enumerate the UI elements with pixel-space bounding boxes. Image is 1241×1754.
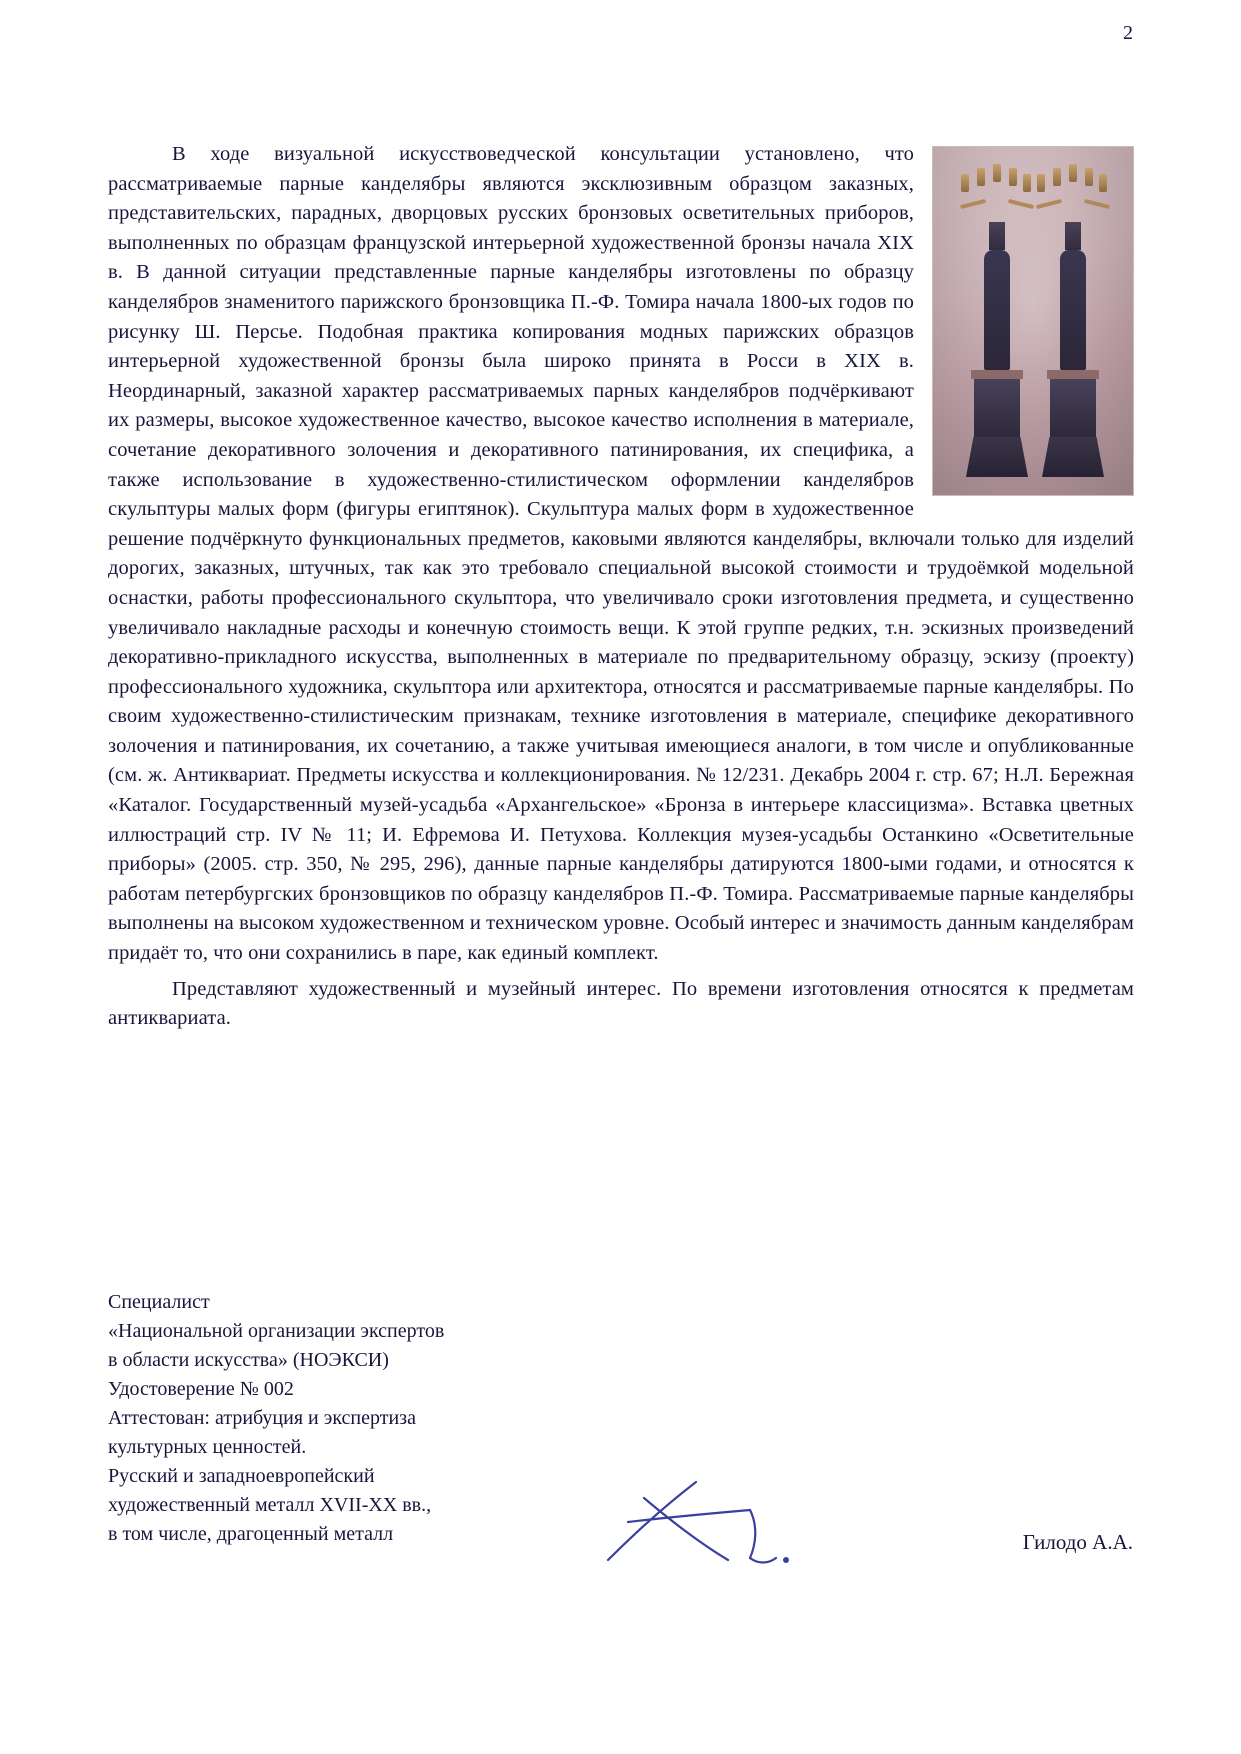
candelabrum-arms-right: [1038, 196, 1108, 222]
credential-line: в области искусства» (НОЭКСИ): [108, 1349, 389, 1371]
signer-name: Гилодо А.А.: [1022, 1530, 1133, 1554]
credential-line: Специалист: [108, 1291, 210, 1313]
base-left: [966, 437, 1028, 477]
credential-line: в том числе, драгоценный металл: [108, 1523, 394, 1545]
base-right: [1042, 437, 1104, 477]
pedestal-right: [1050, 379, 1096, 437]
candle-cups-left: [957, 170, 1037, 196]
candle-cups-right: [1033, 170, 1113, 196]
credential-line: Русский и западноевропейский: [108, 1465, 375, 1487]
plinth-right: [1047, 370, 1099, 379]
candelabrum-neck-left: [989, 222, 1005, 250]
paragraph-conclusion: Представляют художественный и музейный интерес. По времени изготовления относятся к предметам антиквариата.: [108, 977, 1134, 1030]
handwritten-signature: [600, 1468, 860, 1578]
candelabra-photo-figure: [932, 146, 1134, 496]
credential-line: Удостоверение № 002: [108, 1378, 294, 1400]
credential-line: художественный металл XVII-XX вв.,: [108, 1494, 432, 1516]
credential-line: Аттестован: атрибуция и экспертиза: [108, 1407, 416, 1429]
candelabra-photo: [932, 146, 1134, 496]
credential-line: «Национальной организации экспертов: [108, 1320, 445, 1342]
candelabrum-neck-right: [1065, 222, 1081, 250]
plinth-left: [971, 370, 1023, 379]
candelabrum-left: [957, 170, 1037, 477]
document-body: [108, 140, 1134, 1034]
specialist-credentials: [108, 1288, 668, 1549]
credential-line: культурных ценностей.: [108, 1436, 307, 1458]
egyptian-figure-right: [1060, 250, 1086, 370]
candelabrum-arms-left: [962, 196, 1032, 222]
egyptian-figure-left: [984, 250, 1010, 370]
pedestal-left: [974, 379, 1020, 437]
candelabrum-right: [1033, 170, 1113, 477]
page-number: 2: [1123, 22, 1133, 44]
paragraph-main: В ходе визуальной искусствоведческой консультации установлено, что рассматриваемые парные канделябры являются эксклюзивным образцом заказных, представительских, парадных, дворцовых русских бронзовых осветительных приборов, выполненных по образцам французской интерьерной художественной бронзы начала XIX в. В данной ситуации представленные парные канделябры изготовлены по образцу канделябров знаменитого парижского бронзовщика П.-Ф. Томира начала 1800-ых годов по рисунку Ш. Персье. Подобная практика копирования модных парижских образцов интерьерной художественной бронзы была широко принята в Росси в XIX в. Неординарный, заказной характер рассматриваемых парных канделябров подчёркивают их размеры, высокое художественное качество, высокое качество исполнения в материале, сочетание декоративного золочения и декоративного патинирования, их специфика, а также использование в художественно-стилистическом оформлении канделябров скульптуры малых форм (фигуры египтянок). Скульптура малых форм в художественное решение подчёркнуто функциональных предметов, каковыми являются канделябры, включали только для изделий дорогих, заказных, штучных, так как это требовало специальной высокой стоимости и трудоёмкой модельной оснастки, работы профессионального скульптора, что увеличивало сроки изготовления предмета, и существенно увеличивало накладные расходы и конечную стоимость вещи. К этой группе редких, т.н. эскизных произведений декоративно-прикладного искусства, выполненных в материале по предварительному образцу, эскизу (проекту) профессионального художника, скульптора или архитектора, относятся и рассматриваемые парные канделябры. По своим художественно-стилистическим признакам, технике изготовления в материале, специфике декоративного золочения и патинирования, их сочетанию, а также учитывая имеющиеся аналоги, в том числе и опубликованные (см. ж. Антиквариат. Предметы искусства и коллекционирования. № 12/231. Декабрь 2004 г. стр. 67; Н.Л. Бережная «Каталог. Государственный музей-усадьба «Архангельское» «Бронза в интерьере классицизма». Вставка цветных иллюстраций стр. IV № 11; И. Ефремова И. Петухова. Коллекция музея-усадьбы Останкино «Осветительные приборы» (2005. стр. 350, № 295, 296), данные парные канделябры датируются 1800-ыми годами, и относятся к работам петербургских бронзовщиков по образцу канделябров П.-Ф. Томира. Рассматриваемые парные канделябры выполнены на высоком художественном и техническом уровне. Особый интерес и значимость данным канделябрам придаёт то, что они сохранились в паре, как единый комплект.: [108, 143, 1134, 965]
